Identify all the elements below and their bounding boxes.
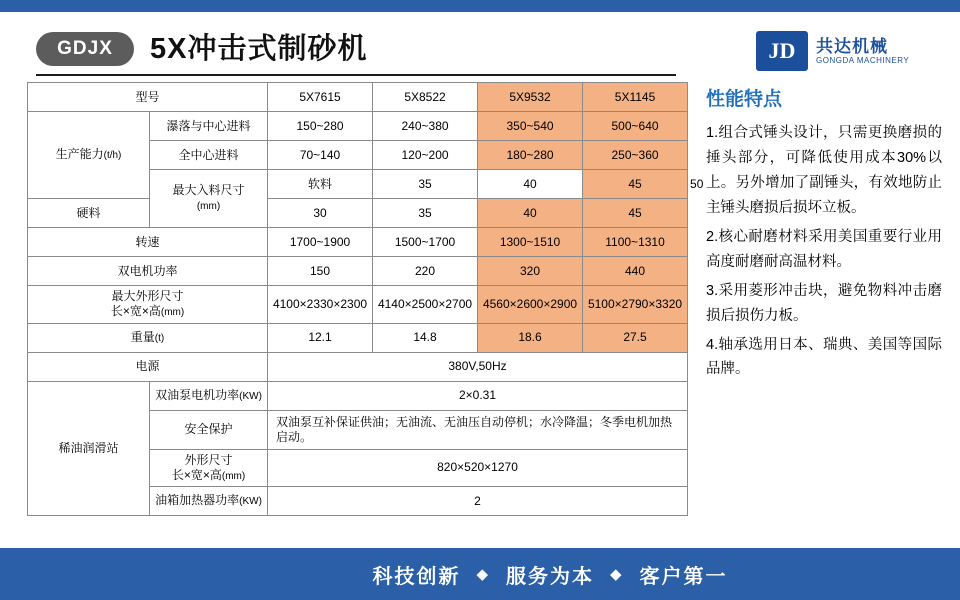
table-cell: 2×0.31 [268,381,688,410]
table-row [28,286,688,324]
table-cell: 45 [583,199,688,228]
footer-slogan: 客户第一 [639,565,728,588]
logo-badge: GDJX [36,32,134,66]
page-footer [0,548,960,600]
features-panel [706,84,942,539]
feature-item: 4.轴承选用日本、瑞典、美国等国际品牌。 [706,336,942,378]
table-cell: 440 [583,257,688,286]
table-cell: 500~640 [583,112,688,141]
table-cell: 5X8522 [373,83,478,112]
table-cell: 820×520×1270 [268,449,688,487]
table-cell: 4560×2600×2900 [478,286,583,324]
table-cell: 1700~1900 [268,228,373,257]
table-cell: 30 [268,199,373,228]
diamond-icon: ◆ [476,566,490,583]
table-cell: 45 [583,170,688,199]
footer-slogan: 服务为本 [506,565,594,588]
table-row: 最大入料尺寸 (mm) 软料 35 40 45 50 [28,170,688,199]
table-cell: 35 [373,170,478,199]
feature-item: 2.核心耐磨材料采用美国重要行业用高度耐磨耐高温材料。 [706,228,942,270]
table-cell: 5X1145 [583,83,688,112]
top-accent-band [0,0,960,12]
table-row [28,83,688,112]
brand-block [756,28,936,74]
table-cell: 2 [268,487,688,516]
table-cell: 外形尺寸 长×宽×高(mm) [150,449,268,487]
diamond-icon: ◆ [610,566,624,583]
table-cell: 70~140 [268,141,373,170]
table-cell: 12.1 [268,323,373,352]
table-row [28,112,688,141]
table-cell: 型号 [28,83,268,112]
table-cell: 35 [373,199,478,228]
table-cell: 380V,50Hz [268,352,688,381]
table-row [28,257,688,286]
table-cell: 稀油润滑站 [28,381,150,516]
specification-table-body [28,83,704,516]
table-cell: 40 [478,199,583,228]
table-cell: 220 [373,257,478,286]
table-cell: 瀑落与中心进料 [150,112,268,141]
table-cell: 生产能力(t/h) [28,112,150,199]
table-cell: 全中心进料 [150,141,268,170]
table-row [28,381,688,410]
table-cell: 转速 [28,228,268,257]
table-row [28,323,688,352]
title-underline [36,74,676,76]
table-cell: 安全保护 [150,410,268,449]
footer-slogans [232,560,727,589]
table-cell: 18.6 [478,323,583,352]
table-cell: 硬料 [28,199,150,228]
table-cell: 5X9532 [478,83,583,112]
table-cell: 双电机功率 [28,257,268,286]
table-cell: 150 [268,257,373,286]
table-cell: 最大入料尺寸 (mm) [150,170,268,228]
table-row [28,228,688,257]
feature-item: 1.组合式锤头设计，只需更换磨损的捶头部分，可降低使用成本30%以上。另外增加了副锤头，有效地防止主锤头磨损后损坏立板。 [706,125,942,216]
table-cell: 240~380 [373,112,478,141]
table-cell: 120~200 [373,141,478,170]
table-cell: 180~280 [478,141,583,170]
brand-name-en: GONGDA MACHINERY [816,56,910,66]
table-cell: 27.5 [583,323,688,352]
table-cell: 4100×2330×2300 [268,286,373,324]
features-title: 性能特点 [706,89,783,110]
table-cell: 4140×2500×2700 [373,286,478,324]
feature-item: 3.采用菱形冲击块，避免物料冲击磨损后损伤力板。 [706,282,942,324]
footer-slogan: 科技创新 [372,565,461,588]
specification-table [27,82,704,516]
table-cell: 320 [478,257,583,286]
table-cell: 5X7615 [268,83,373,112]
table-cell: 14.8 [373,323,478,352]
table-cell: 油箱加热器功率(KW) [150,487,268,516]
table-cell: 250~360 [583,141,688,170]
table-cell: 双油泵互补保证供油；无油流、无油压自动停机；水冷降温；冬季电机加热启动。 [268,410,688,449]
page-title: 5X冲击式制砂机 [150,33,368,65]
table-cell: 最大外形尺寸 长×宽×高(mm) [28,286,268,324]
table-cell: 1100~1310 [583,228,688,257]
table-cell: 电源 [28,352,268,381]
table-row [28,352,688,381]
page-header [0,12,960,70]
table-cell: 1500~1700 [373,228,478,257]
table-row [28,199,688,228]
table-cell: 重量(t) [28,323,268,352]
table-cell: 双油泵电机功率(KW) [150,381,268,410]
table-cell: 150~280 [268,112,373,141]
brand-text [816,37,909,66]
table-cell: 40 [478,170,583,199]
table-cell: 5100×2790×3320 [583,286,688,324]
brand-name-cn: 共达机械 [816,36,888,56]
table-cell: 350~540 [478,112,583,141]
table-cell: 1300~1510 [478,228,583,257]
brand-logo-icon: JD [756,31,808,71]
table-cell: 软料 [268,170,373,199]
